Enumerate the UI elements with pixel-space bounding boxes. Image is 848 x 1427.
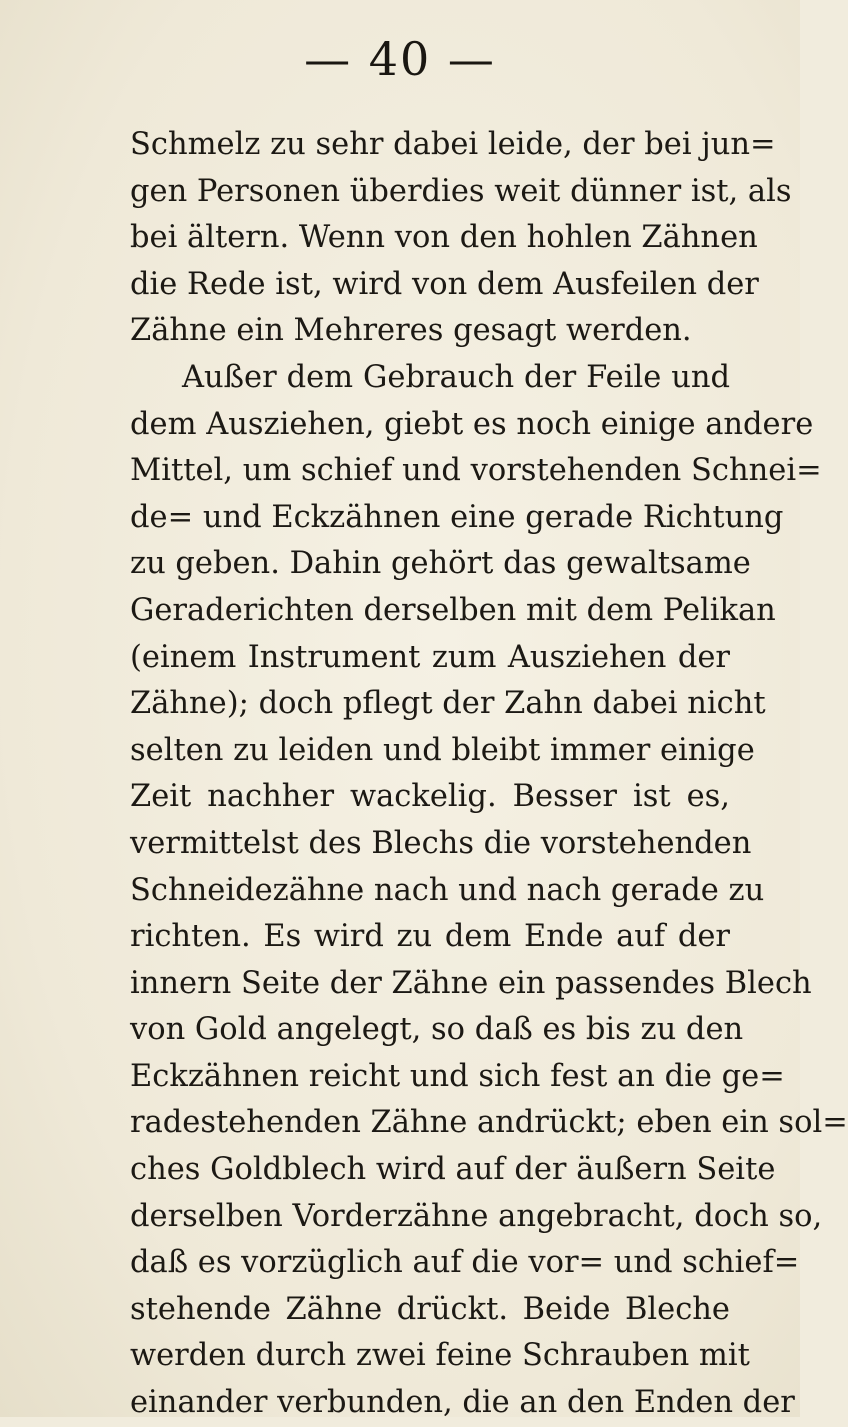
text-line: die Rede ist, wird von dem Ausfeilen der: [130, 266, 759, 302]
text-line: radestehenden Zähne andrückt; eben ein sol=: [130, 1105, 848, 1141]
text-line: dem Ausziehen, giebt es noch einige andere: [130, 406, 814, 442]
text-line: gen Personen überdies weit dünner ist, als: [130, 173, 792, 209]
text-line: Mittel, um schief und vorstehenden Schnei=: [130, 453, 822, 489]
page-number: — 40 —: [304, 32, 496, 86]
text-line: Zeit nachher wackelig. Besser ist es,: [130, 779, 730, 815]
text-line: selten zu leiden und bleibt immer einige: [130, 732, 755, 768]
text-line: daß es vorzüglich auf die vor= und schief=: [130, 1245, 800, 1281]
text-line: vermittelst des Blechs die vorstehenden: [130, 825, 752, 861]
text-line: einander verbunden, die an den Enden der: [130, 1385, 795, 1421]
text-line: Eckzähnen reicht und sich fest an die ge=: [130, 1058, 785, 1094]
text-line: von Gold angelegt, so daß es bis zu den: [130, 1012, 744, 1048]
text-line: bei ältern. Wenn von den hohlen Zähnen: [130, 220, 758, 256]
text-line: innern Seite der Zähne ein passendes Blech: [130, 965, 812, 1001]
text-line: derselben Vorderzähne angebracht, doch so,: [130, 1198, 823, 1234]
text-line: Zähne); doch pflegt der Zahn dabei nicht: [130, 686, 766, 722]
text-line: ches Goldblech wird auf der äußern Seite: [130, 1152, 776, 1188]
text-line: Außer dem Gebrauch der Feile und: [182, 359, 730, 395]
text-line: werden durch zwei feine Schrauben mit: [130, 1338, 750, 1374]
text-line: richten. Es wird zu dem Ende auf der: [130, 919, 730, 955]
text-line: Schneidezähne nach und nach gerade zu: [130, 872, 765, 908]
text-line: Zähne ein Mehreres gesagt werden.: [130, 313, 692, 349]
text-line: stehende Zähne drückt. Beide Bleche: [130, 1291, 730, 1327]
text-line: (einem Instrument zum Ausziehen der: [130, 639, 730, 675]
text-line: de= und Eckzähnen eine gerade Richtung: [130, 499, 784, 535]
text-line: zu geben. Dahin gehört das gewaltsame: [130, 546, 751, 582]
body-text: [130, 122, 848, 1427]
text-line: Schmelz zu sehr dabei leide, der bei jun=: [130, 127, 776, 162]
text-line: Geraderichten derselben mit dem Pelikan: [130, 592, 776, 628]
